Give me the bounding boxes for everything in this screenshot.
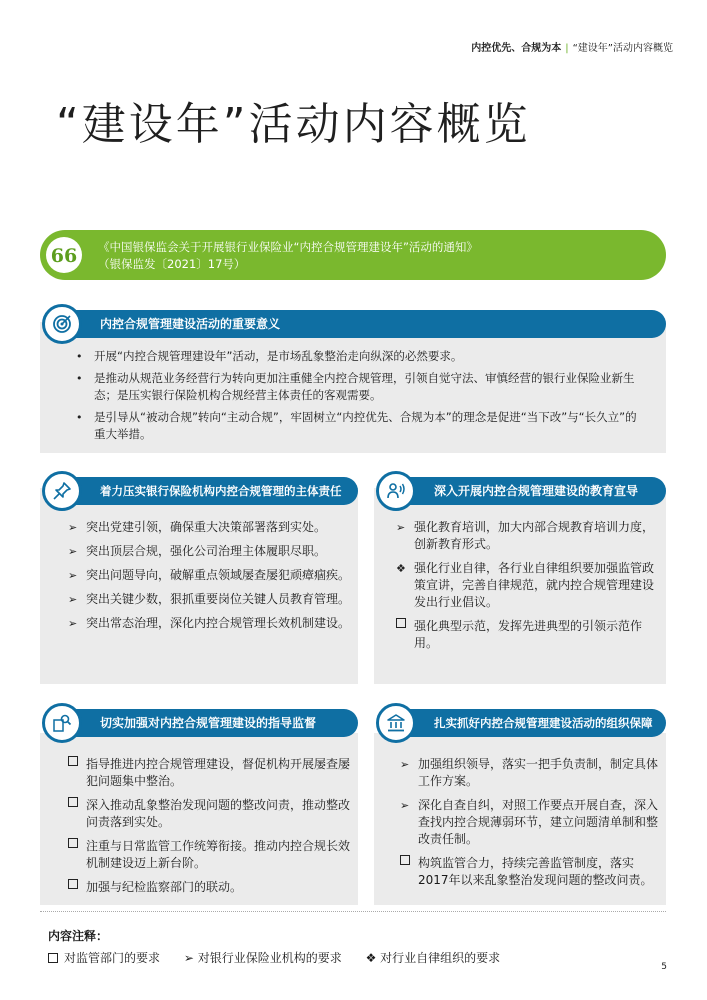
divider: [40, 911, 666, 912]
list-item: ❖ 强化行业自律，各行业自律组织要加强监管政策宣讲，完善自律规范，就内控合规管理建设发出行业倡议。: [396, 561, 655, 609]
arrow-marker: ➢: [68, 521, 78, 534]
legend-item-institution: ➢ 对银行业保险业机构的要求: [183, 951, 342, 965]
pushpin-icon: [42, 471, 82, 511]
list-item: 深入推动乱象整治发现问题的整改问责，推动整改问责落到实处。: [66, 797, 352, 831]
list-item: • 是引导从“被动合规”转向“主动合规”，牢固树立“内控优先、合规为本”的理念是促进“当下改”与“长久立”的重大举措。: [76, 410, 637, 441]
notice-number: （银保监发〔2021〕17号）: [98, 257, 246, 271]
significance-heading: [58, 310, 666, 338]
checkbox-marker: [400, 855, 410, 865]
list-item: 强化典型示范，发挥先进典型的引领示范作用。: [394, 618, 658, 652]
header-separator: |: [565, 43, 569, 54]
education-heading: [392, 477, 666, 505]
legend: [48, 949, 520, 966]
list-item: ➢ 突出顶层合规，强化公司治理主体履职尽职。: [68, 544, 327, 558]
legend-item-self-regulatory: ❖ 对行业自律组织的要求: [365, 951, 501, 965]
list-item: ➢ 突出党建引领，确保重大决策部署落到实处。: [68, 520, 327, 534]
bullet-marker: •: [76, 350, 83, 363]
responsibility-heading: [58, 477, 358, 505]
guidance-heading: [58, 709, 358, 737]
guidance-title: 切实加强对内控合规管理建设的指导监督: [100, 716, 317, 730]
page-number: 5: [661, 962, 667, 972]
checkbox-marker: [48, 953, 58, 963]
search-document-icon: [42, 703, 82, 743]
page-title: “建设年”活动内容概览: [56, 99, 531, 150]
arrow-marker: ➢: [400, 758, 410, 771]
responsibility-title: 着力压实银行保险机构内控合规管理的主体责任: [100, 484, 342, 498]
arrow-marker: ➢: [396, 521, 406, 534]
notice-citation: [98, 239, 478, 273]
target-icon: [42, 304, 82, 344]
guidance-list: [66, 756, 352, 903]
quote-icon: 66: [46, 237, 82, 273]
running-header: [471, 39, 673, 54]
list-item: • 开展“内控合规管理建设年”活动，是市场乱象整治走向纵深的必然要求。: [76, 349, 463, 363]
checkbox-marker: [68, 797, 78, 807]
organization-list: [398, 756, 660, 896]
list-item: ➢ 加强组织领导，落实一把手负责制，制定具体工作方案。: [400, 757, 659, 788]
list-item: 构筑监管合力，持续完善监管制度，落实2017年以来乱象整治发现问题的整改问责。: [398, 855, 660, 889]
organization-title: 扎实抓好内控合规管理建设活动的组织保障: [434, 716, 653, 730]
bullet-marker: •: [76, 372, 83, 385]
notice-quote-bar: [40, 230, 666, 280]
megaphone-icon: [376, 471, 416, 511]
list-item: ➢ 突出关键少数，狠抓重要岗位关键人员教育管理。: [68, 592, 351, 606]
list-item: ➢ 突出问题导向，破解重点领域屡查屡犯顽瘴痼疾。: [68, 568, 351, 582]
arrow-marker: ➢: [400, 799, 410, 812]
notice-title: 《中国银保监会关于开展银行业保险业“内控合规管理建设年”活动的通知》: [98, 240, 478, 254]
significance-title: 内控合规管理建设活动的重要意义: [100, 317, 281, 331]
checkbox-marker: [396, 618, 406, 628]
header-suffix: “建设年”活动内容概览: [572, 43, 673, 54]
checkbox-marker: [68, 756, 78, 766]
arrow-marker: ➢: [68, 545, 78, 558]
list-item: ➢ 强化教育培训，加大内部合规教育培训力度，创新教育形式。: [396, 520, 655, 551]
diamond-marker: ❖: [365, 951, 381, 965]
bullet-marker: •: [76, 411, 83, 424]
arrow-marker: ➢: [68, 569, 78, 582]
significance-list: [74, 348, 644, 448]
arrow-marker: ➢: [183, 951, 198, 965]
list-item: ➢ 突出常态治理，深化内控合规管理长效机制建设。: [68, 616, 351, 630]
checkbox-marker: [68, 838, 78, 848]
organization-heading: [392, 709, 666, 737]
checkbox-marker: [68, 879, 78, 889]
list-item: ➢ 深化自查自纠，对照工作要点开展自查，深入查找内控合规薄弱环节，建立问题清单制和整改责任制。: [400, 798, 659, 846]
legend-item-regulator: 对监管部门的要求: [48, 951, 160, 965]
list-item: • 是推动从规范业务经营行为转向更加注重健全内控合规管理，引领自觉守法、审慎经营的银行业保险业新生态；是压实银行保险机构合规经营主体责任的客观需要。: [76, 371, 635, 402]
education-list: [394, 519, 658, 659]
arrow-marker: ➢: [68, 617, 78, 630]
list-item: 注重与日常监管工作统筹衔接。推动内控合规长效机制建设迈上新台阶。: [66, 838, 352, 872]
list-item: 指导推进内控合规管理建设，督促机构开展屡查屡犯问题集中整治。: [66, 756, 352, 790]
legend-title: 内容注释：: [48, 929, 109, 943]
header-prefix: 内控优先、合规为本: [471, 43, 562, 54]
arrow-marker: ➢: [68, 593, 78, 606]
education-title: 深入开展内控合规管理建设的教育宣导: [434, 484, 639, 498]
responsibility-list: [66, 519, 350, 639]
institution-icon: [376, 703, 416, 743]
diamond-marker: ❖: [396, 562, 406, 575]
list-item: 加强与纪检监察部门的联动。: [66, 879, 352, 896]
